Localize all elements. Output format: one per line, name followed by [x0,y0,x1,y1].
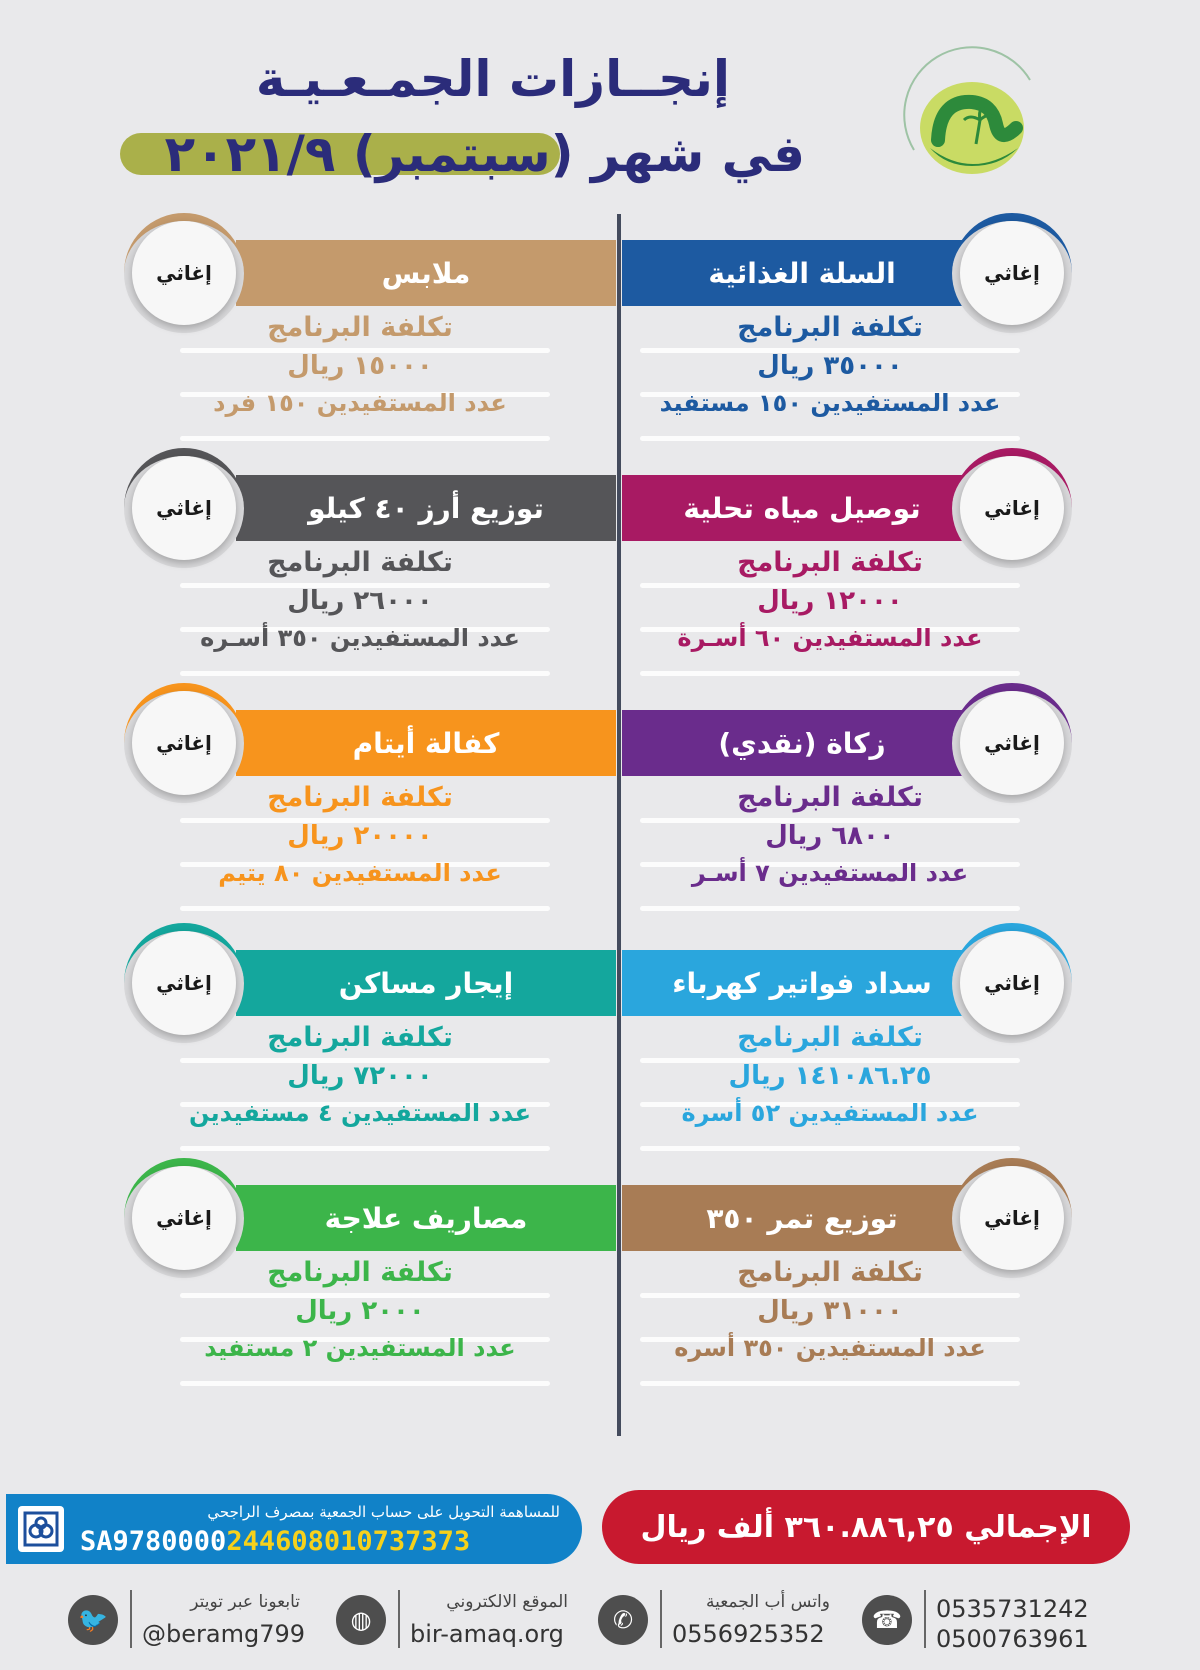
guide-line [180,1146,550,1151]
contact-value[interactable]: 0556925352 [672,1620,825,1648]
program-tag: إغاثي [960,456,1064,560]
beneficiaries-count: عدد المستفيدين ٤ مستفيدين [188,1099,531,1127]
total-amount-badge: الإجمالي ٣٦٠.٨٨٦,٢٥ ألف ريال [602,1490,1130,1564]
program-details [140,312,580,417]
guide-line [640,1381,1020,1386]
contact-value[interactable]: @beramg799 [142,1620,305,1648]
program-cost: ٧٢٠٠٠ ريال [287,1061,433,1091]
association-logo [880,40,1060,200]
program-title: سداد فواتير كهرباء [622,950,982,1016]
program-tag: إغاثي [960,691,1064,795]
beneficiaries-count: عدد المستفيدين ٣٥٠ أسـره [200,624,520,652]
program-title: إيجار مساكن [236,950,616,1016]
contact-value[interactable]: bir-amaq.org [410,1620,564,1648]
contact-label: واتس أب الجمعية [705,1592,830,1612]
program-details [630,312,1030,417]
page-subtitle: في شهر (سبتمبر) ٢٠٢١/٩ [164,125,805,183]
program-details [630,547,1030,652]
guide-line [640,906,1020,911]
program-cost: ٢٠٠٠ ريال [295,1296,425,1326]
page-title: إنجــازات الجمـعـيـة [255,50,730,108]
iban-prefix: SA9780000 [80,1526,227,1557]
center-divider [617,214,621,1436]
beneficiaries-count: عدد المستفيدين ٣٥٠ أسره [674,1334,986,1362]
program-title: توزيع أرز ٤٠ كيلو [236,475,616,541]
cost-label: تكلفة البرنامج [737,312,923,343]
contact-separator [660,1590,662,1648]
contact-separator [398,1590,400,1648]
cost-label: تكلفة البرنامج [737,782,923,813]
program-cost: ١٤١٠٨٦.٢٥ ريال [728,1061,932,1091]
program-tag: إغاثي [132,221,236,325]
whatsapp-icon[interactable]: ✆ [598,1595,648,1645]
program-title: كفالة أيتام [236,710,616,776]
guide-line [180,436,550,441]
guide-line [180,671,550,676]
alrajhi-icon [23,1511,59,1547]
beneficiaries-count: عدد المستفيدين ٢ مستفيد [204,1334,516,1362]
cost-label: تكلفة البرنامج [267,1022,453,1053]
cost-label: تكلفة البرنامج [267,1257,453,1288]
program-cost: ٣١٠٠٠ ريال [757,1296,903,1326]
bank-logo-icon [18,1506,64,1552]
program-tag: إغاثي [960,931,1064,1035]
program-tag: إغاثي [132,691,236,795]
program-title: ملابس [236,240,616,306]
beneficiaries-count: عدد المستفيدين ٦٠ أسـرة [677,624,983,652]
program-cost: ٢٠٠٠٠ ريال [287,821,433,851]
bank-note: للمساهمة التحويل على حساب الجمعية بمصرف الراجحي [207,1503,560,1521]
cost-label: تكلفة البرنامج [737,1022,923,1053]
program-tag: إغاثي [960,221,1064,325]
cost-label: تكلفة البرنامج [267,312,453,343]
beneficiaries-count: عدد المستفيدين ١٥٠ مستفيد [659,389,1001,417]
program-details [630,1022,1030,1127]
contact-separator [924,1590,926,1648]
guide-line [640,671,1020,676]
cost-label: تكلفة البرنامج [737,1257,923,1288]
twitter-icon[interactable]: 🐦 [68,1595,118,1645]
program-cost: ٣٥٠٠٠ ريال [757,351,903,381]
cost-label: تكلفة البرنامج [267,547,453,578]
program-details [630,1257,1030,1362]
program-title: توزيع تمر ٣٥٠ [622,1185,982,1251]
contact-separator [130,1590,132,1648]
program-title: مصاريف علاجة [236,1185,616,1251]
contact-value[interactable]: 0535731242 0500763961 [936,1595,1089,1653]
program-tag: إغاثي [132,456,236,560]
program-details [140,1257,580,1362]
beneficiaries-count: عدد المستفيدين ٥٢ أسرة [681,1099,979,1127]
program-tag: إغاثي [960,1166,1064,1270]
program-title: السلة الغذائية [622,240,982,306]
program-tag: إغاثي [132,1166,236,1270]
program-details [140,547,580,652]
iban-number[interactable] [80,1526,520,1557]
beneficiaries-count: عدد المستفيدين ٨٠ يتيم [218,859,502,887]
beneficiaries-count: عدد المستفيدين ١٥٠ فرد [213,389,507,417]
program-details [630,782,1030,887]
guide-line [640,436,1020,441]
program-cost: ١٥٠٠٠ ريال [287,351,433,381]
program-details [140,782,580,887]
program-tag: إغاثي [132,931,236,1035]
program-cost: ٢٦٠٠٠ ريال [287,586,433,616]
program-title: توصيل مياه تحلية [622,475,982,541]
guide-line [180,906,550,911]
contact-label: الموقع الالكتروني [446,1592,568,1612]
contact-label: تابعونا عبر تويتر [190,1592,300,1612]
program-title: زكاة (نقدي) [622,710,982,776]
program-cost: ٦٨٠٠ ريال [765,821,895,851]
program-cost: ١٢٠٠٠ ريال [757,586,903,616]
beneficiaries-count: عدد المستفيدين ٧ أسـر [691,859,969,887]
program-details [140,1022,580,1127]
cost-label: تكلفة البرنامج [267,782,453,813]
guide-line [640,1146,1020,1151]
iban-account: 244608010737373 [226,1526,471,1557]
globe-icon[interactable]: ◍ [336,1595,386,1645]
phone-icon[interactable]: ☎ [862,1595,912,1645]
guide-line [180,1381,550,1386]
cost-label: تكلفة البرنامج [737,547,923,578]
